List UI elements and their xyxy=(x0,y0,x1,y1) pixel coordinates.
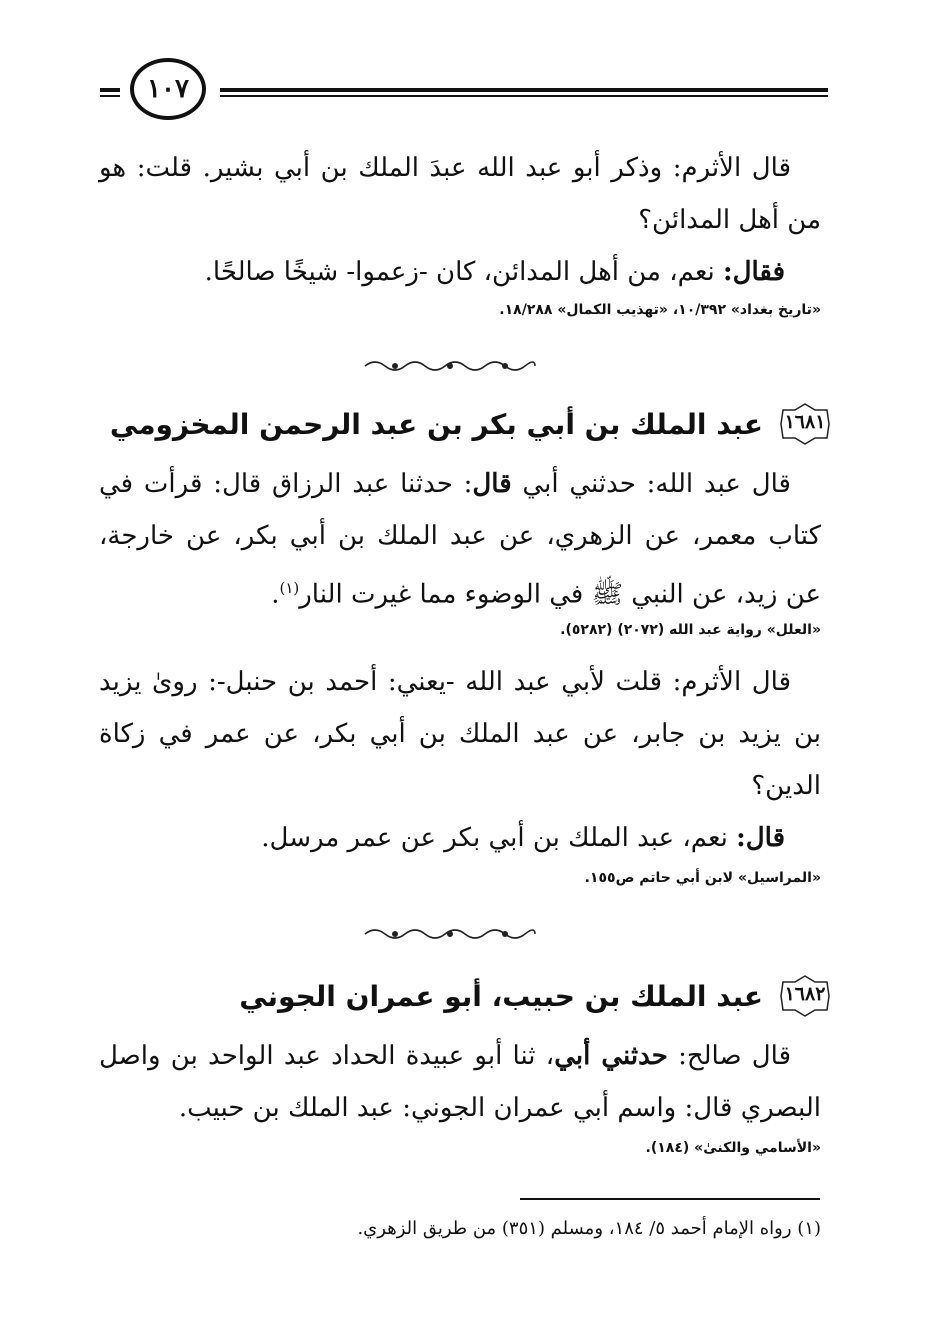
section-ornament-icon xyxy=(360,924,540,944)
paragraph-text: ، ثنا أبو عبيدة الحداد عبد الواحد بن واصل البصري قال: واسم أبي عمران الجوني: عبد الملك بن حبيب. xyxy=(99,1041,821,1123)
source-citation-3: «المراسيل» لابن أبي حاتم ص١٥٥. xyxy=(584,870,821,886)
footnote xyxy=(99,1218,821,1239)
entry-number: ١٦٨١ xyxy=(784,411,826,433)
entry-heading-1682 xyxy=(99,972,831,1020)
paragraph-text: قال عبد الله: حدثني أبي xyxy=(511,469,791,499)
answer-text: نعم، عبد الملك بن أبي بكر عن عمر مرسل. xyxy=(261,823,737,853)
bold-label: حدثني أبي xyxy=(554,1041,668,1071)
bold-label: قال xyxy=(472,469,512,499)
paragraph-athram-1 xyxy=(99,142,821,246)
section-ornament-icon xyxy=(360,356,540,376)
paragraph-text: قال الأثرم: قلت لأبي عبد الله -يعني: أحمد بن حنبل-: روىٰ يزيد بن يزيد بن جابر، عن عبد الملك بن أبي بكر، عن عمر في زكاة الدين؟ xyxy=(99,667,821,801)
answer-paragraph-2 xyxy=(99,812,821,864)
entry-heading-1681 xyxy=(99,400,831,448)
footnote-marker: (١) xyxy=(797,1218,821,1239)
paragraph-text: : حدثنا عبد الرزاق قال: قرأت في كتاب معمر، عن الزهري، عن عبد الملك بن أبي بكر، عن خارجة، عن زيد، عن النبي ﷺ في الوضوء مما غيرت النار xyxy=(99,469,821,610)
answer-text: نعم، من أهل المدائن، كان -زعموا- شيخًا صالحًا. xyxy=(204,257,723,287)
page-header xyxy=(100,54,828,130)
answer-label: قال: xyxy=(736,823,785,853)
entry-title: عبد الملك بن حبيب، أبو عمران الجوني xyxy=(239,979,763,1013)
entry-number-medallion xyxy=(779,402,831,446)
source-citation-4: «الأسامي والكنىٰ» (١٨٤). xyxy=(645,1140,821,1156)
answer-paragraph-1 xyxy=(99,246,821,298)
paragraph-text: قال الأثرم: وذكر أبو عبد الله عبدَ الملك بن أبي بشير. قلت: هو من أهل المدائن؟ xyxy=(99,153,821,235)
paragraph-salih-1682 xyxy=(99,1030,821,1134)
page-number: ١٠٧ xyxy=(130,58,206,120)
answer-label: فقال: xyxy=(723,257,785,287)
entry-number: ١٦٨٢ xyxy=(784,983,826,1005)
footnote-text: رواه الإمام أحمد ٥/ ١٨٤، ومسلم (٣٥١) من طريق الزهري. xyxy=(357,1218,798,1239)
source-citation-1: «تاريخ بغداد» ١٠/٣٩٢، «تهذيب الكمال» ١٨/٢٨٨. xyxy=(499,302,821,318)
paragraph-athram-2 xyxy=(99,656,821,812)
paragraph-end: . xyxy=(271,579,280,610)
source-citation-2: «العلل» رواية عبد الله (٢٠٧٢) (٥٢٨٢). xyxy=(560,622,821,638)
entry-number-medallion xyxy=(779,974,831,1018)
paragraph-abdullah-1681 xyxy=(99,458,821,621)
entry-title: عبد الملك بن أبي بكر بن عبد الرحمن المخزومي xyxy=(109,407,763,441)
paragraph-text: قال صالح: xyxy=(667,1041,792,1071)
page-number-badge xyxy=(120,54,220,130)
footnote-ref[interactable]: (١) xyxy=(279,579,300,597)
footnote-separator xyxy=(520,1198,820,1200)
